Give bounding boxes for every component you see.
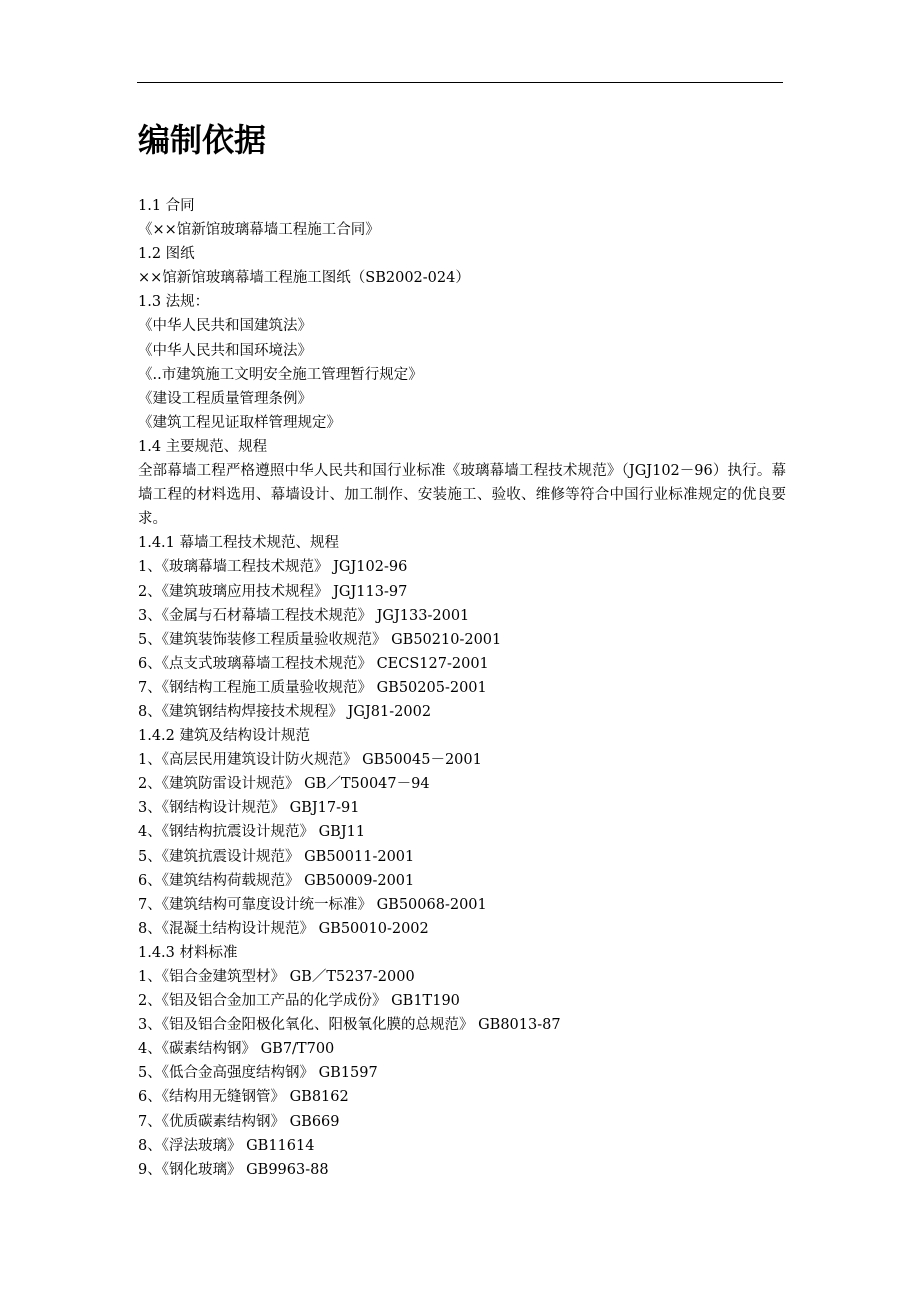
list-item: 2、《建筑玻璃应用技术规程》 JGJ113-97 (138, 583, 408, 600)
list-item: 7、《钢结构工程施工质量验收规范》 GB50205-2001 (138, 679, 487, 696)
list-item: 6、《建筑结构荷载规范》 GB50009-2001 (138, 872, 415, 889)
list-item: 6、《点支式玻璃幕墙工程技术规范》 CECS127-2001 (138, 655, 489, 672)
header-rule (137, 82, 783, 83)
section-heading-regulations: 1.3 法规： (138, 294, 210, 311)
list-item: 8、《建筑钢结构焊接技术规程》 JGJ81-2002 (138, 703, 432, 720)
text-line: 《建设工程质量管理条例》 (138, 390, 312, 407)
section-heading-standards: 1.4 主要规范、规程 (138, 438, 268, 455)
text-line: 《中华人民共和国环境法》 (138, 342, 312, 359)
text-line: 《中华人民共和国建筑法》 (138, 318, 312, 335)
list-item: 5、《低合金高强度结构钢》 GB1597 (138, 1065, 378, 1082)
list-item: 4、《钢结构抗震设计规范》 GBJ11 (138, 824, 366, 841)
list-item: 5、《建筑抗震设计规范》 GB50011-2001 (138, 848, 415, 865)
list-item: 8、《混凝土结构设计规范》 GB50010-2002 (138, 920, 429, 937)
document-body (138, 194, 786, 1182)
subsection-heading-materials: 1.4.3 材料标准 (138, 944, 238, 961)
text-line: 《..市建筑施工文明安全施工管理暂行规定》 (138, 366, 423, 383)
text-line: 《建筑工程见证取样管理规定》 (138, 414, 341, 431)
list-item: 6、《结构用无缝钢管》 GB8162 (138, 1089, 349, 1106)
list-item: 1、《铝合金建筑型材》 GB／T5237-2000 (138, 969, 415, 985)
text-line: 《××馆新馆玻璃幕墙工程施工合同》 (138, 222, 380, 239)
list-item: 2、《建筑防雷设计规范》 GB／T50047－94 (138, 776, 430, 793)
subsection-heading-structure: 1.4.2 建筑及结构设计规范 (138, 728, 311, 745)
list-item: 7、《建筑结构可靠度设计统一标准》 GB50068-2001 (138, 896, 487, 913)
list-item: 1、《高层民用建筑设计防火规范》 GB50045－2001 (138, 752, 482, 769)
subsection-heading-curtain-wall: 1.4.1 幕墙工程技术规范、规程 (138, 535, 340, 552)
section-heading-contract: 1.1 合同 (138, 198, 195, 214)
list-item: 4、《碳素结构钢》 GB7/T700 (138, 1041, 335, 1058)
section-heading-drawings: 1.2 图纸 (138, 246, 195, 263)
body-paragraph: 全部幕墙工程严格遵照中华人民共和国行业标准《玻璃幕墙工程技术规范》（JGJ102－96）执行。幕墙工程的材料选用、幕墙设计、加工制作、安装施工、验收、维修等符合中国行业标准规定的优良要求。 (138, 463, 786, 528)
list-item: 2、《铝及铝合金加工产品的化学成份》 GB1T190 (138, 993, 460, 1010)
list-item: 7、《优质碳素结构钢》 GB669 (138, 1113, 340, 1130)
list-item: 1、《玻璃幕墙工程技术规范》 JGJ102-96 (138, 559, 408, 576)
list-item: 3、《金属与石材幕墙工程技术规范》 JGJ133-2001 (138, 607, 470, 624)
list-item: 5、《建筑装饰装修工程质量验收规范》 GB50210-2001 (138, 631, 502, 648)
list-item: 3、《钢结构设计规范》 GBJ17-91 (138, 800, 360, 817)
list-item: 9、《钢化玻璃》 GB9963-88 (138, 1161, 329, 1178)
list-item: 3、《铝及铝合金阳极化氧化、阳极氧化膜的总规范》 GB8013-87 (138, 1017, 561, 1034)
page-title: 编制依据 (138, 121, 267, 159)
text-line: ××馆新馆玻璃幕墙工程施工图纸（SB2002-024） (138, 270, 470, 287)
list-item: 8、《浮法玻璃》 GB11614 (138, 1137, 315, 1154)
